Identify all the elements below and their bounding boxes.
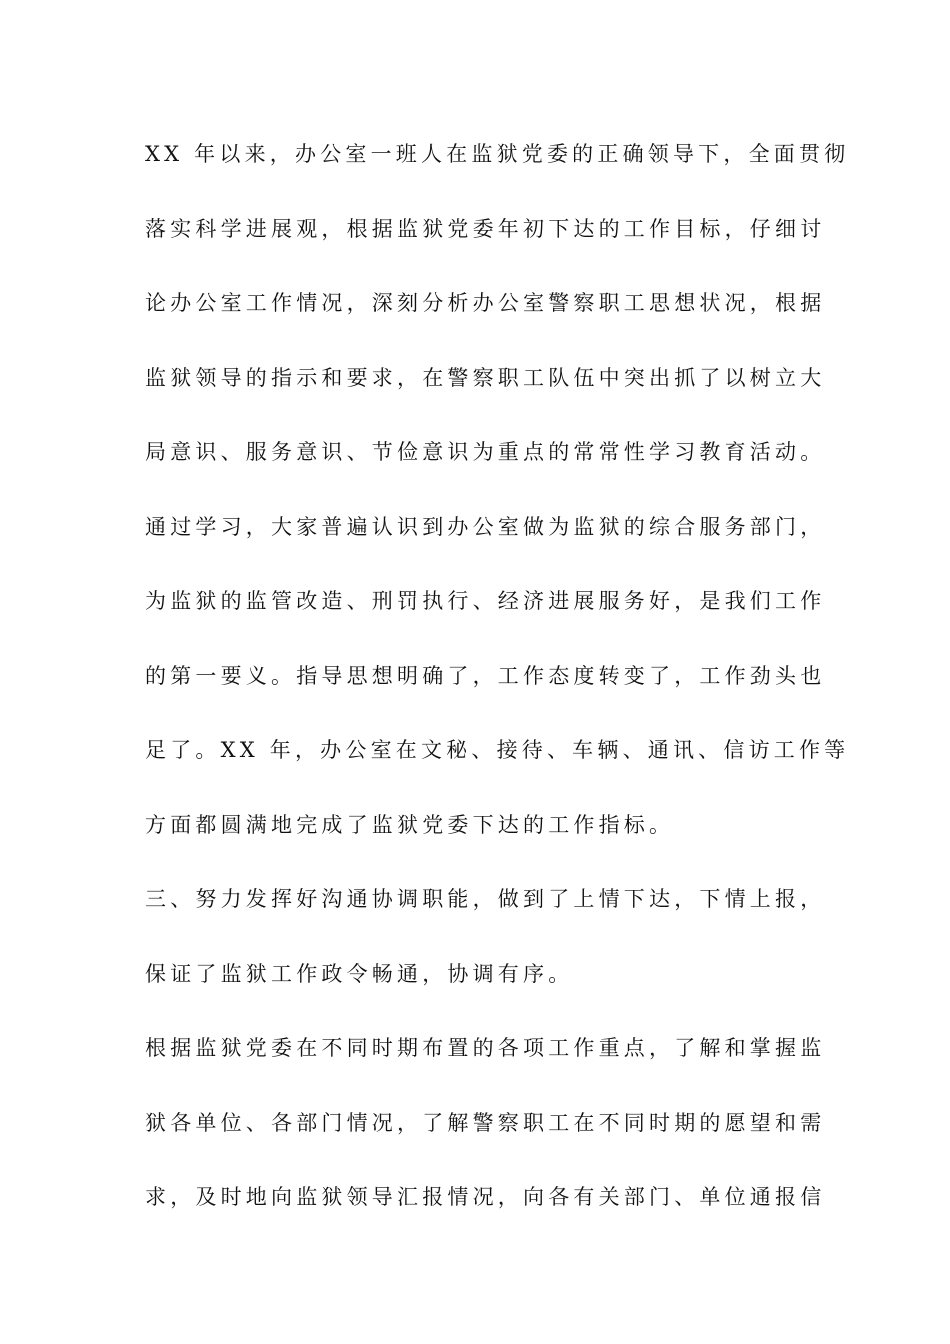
text-line: 为监狱的监管改造、刑罚执行、经济进展服务好，是我们工作 — [145, 589, 826, 613]
section-heading-line: 三、努力发挥好沟通协调职能，做到了上情下达，下情上报， — [145, 887, 826, 911]
text-line: 落实科学进展观，根据监狱党委年初下达的工作目标，仔细讨 — [145, 216, 826, 241]
text-line: 的第一要义。指导思想明确了，工作态度转变了，工作劲头也 — [145, 663, 826, 688]
text-line: 论办公室工作情况，深刻分析办公室警察职工思想状况，根据 — [145, 291, 826, 315]
section-heading-line: 保证了监狱工作政令畅通，协调有序。 — [145, 961, 574, 986]
text-line: 通过学习，大家普遍认识到办公室做为监狱的综合服务部门， — [145, 514, 826, 539]
text-line: 监狱领导的指示和要求，在警察职工队伍中突出抓了以树立大 — [145, 365, 826, 390]
text-line: 方面都圆满地完成了监狱党委下达的工作指标。 — [145, 812, 675, 837]
text-line: 足了。XX 年，办公室在文秘、接待、车辆、通讯、信访工作等 — [145, 738, 850, 762]
body-text — [145, 133, 850, 1251]
text-line: 局意识、服务意识、节俭意识为重点的常常性学习教育活动。 — [145, 440, 826, 464]
text-line: 求，及时地向监狱领导汇报情况，向各有关部门、单位通报信 — [145, 1185, 826, 1209]
text-line: 狱各单位、各部门情况，了解警察职工在不同时期的愿望和需 — [145, 1110, 826, 1135]
text-line: XX 年以来，办公室一班人在监狱党委的正确领导下，全面贯彻 — [145, 142, 850, 166]
text-line: 根据监狱党委在不同时期布置的各项工作重点，了解和掌握监 — [145, 1036, 826, 1060]
